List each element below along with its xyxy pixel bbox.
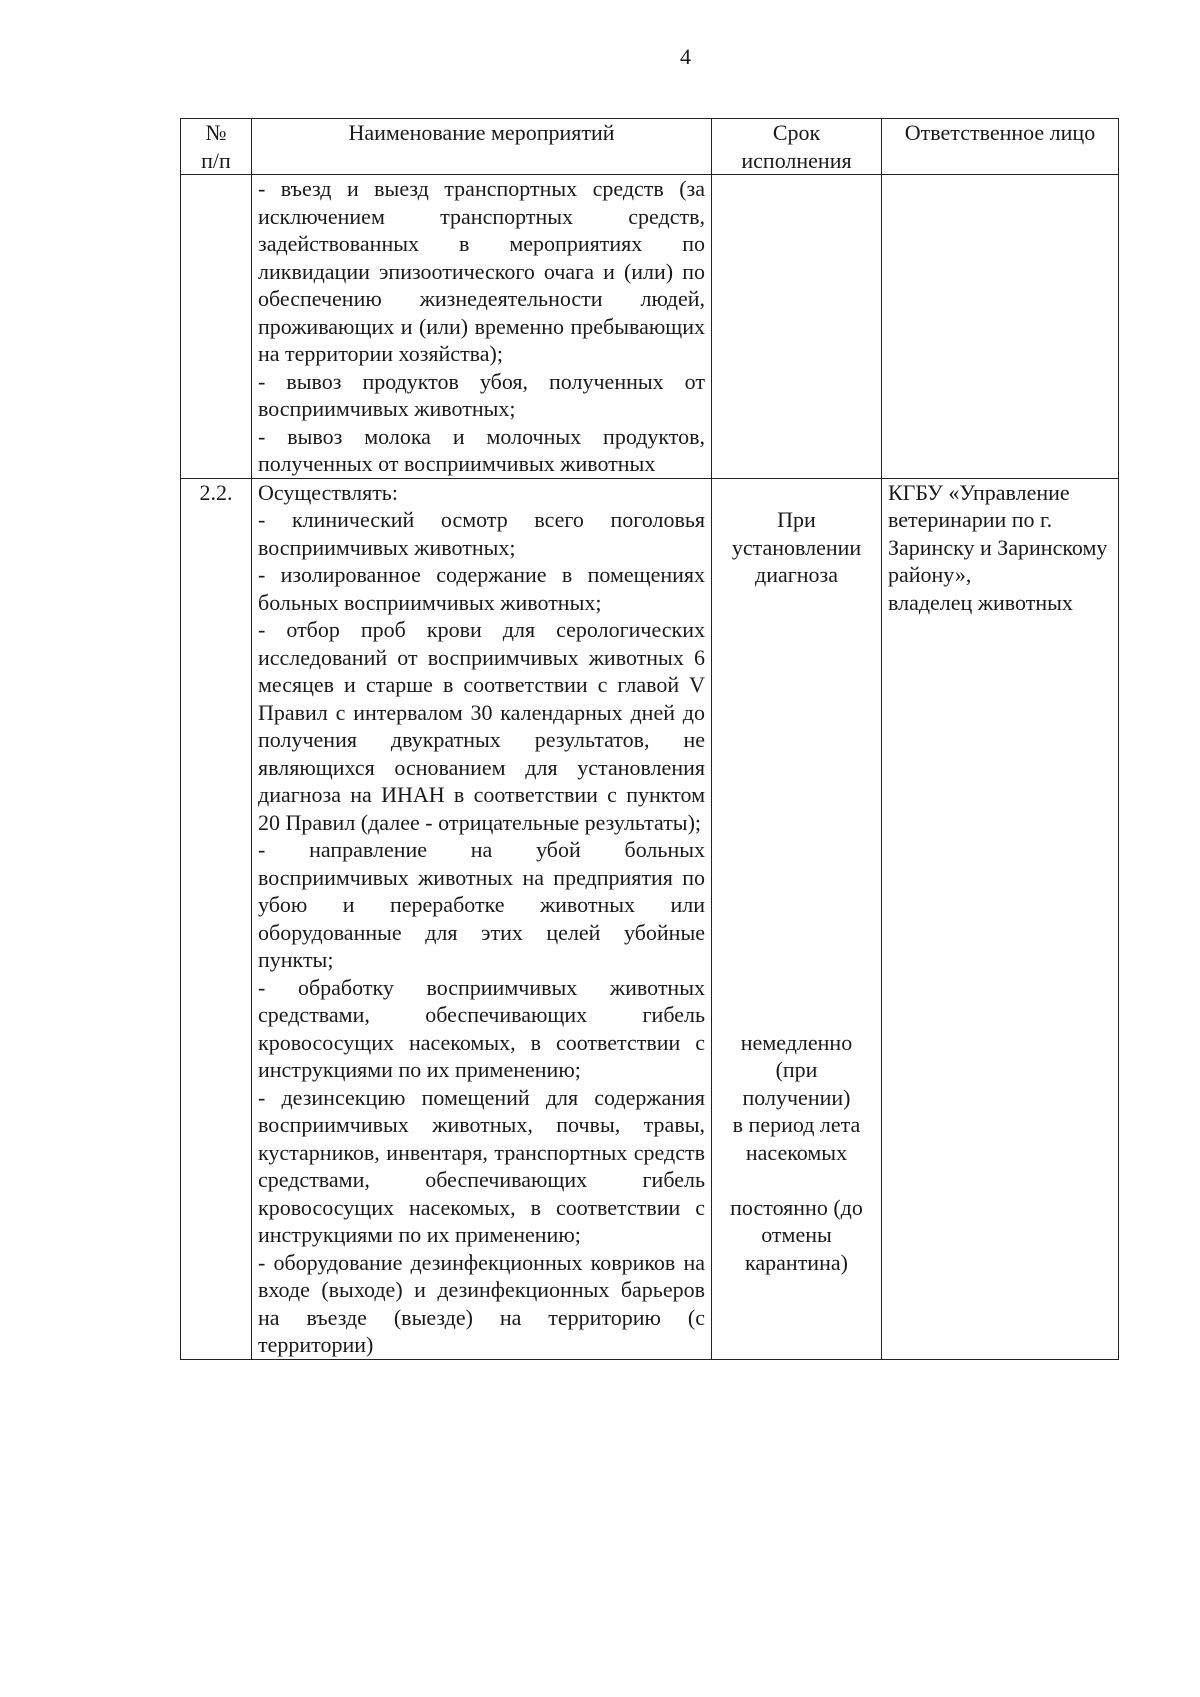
page-number: 4 [680, 44, 691, 69]
header-responsible: Ответственное лицо [882, 119, 1119, 175]
measure-item: - отбор проб крови для серологических исследований от восприимчивых животных 6 месяцев и старше в соответствии с главой V Правил с интервалом 30 календарных дней до получения двукратных результатов, не являющихся основанием для установления диагноза на ИНАН в соответствии с пунктом 20 Правил (далее - отрицательные результаты); [258, 617, 705, 835]
term-cell [712, 478, 882, 1359]
term-immediately: немедленно (при получении) в период лета насекомых [732, 1029, 861, 1165]
term-permanent: постоянно (до отмены карантина) [730, 1194, 863, 1275]
measure-item: - изолированное содержание в помещениях больных восприимчивых животных; [258, 562, 705, 615]
table-header-row [181, 119, 1119, 175]
measures-cell [252, 175, 712, 479]
header-term: Срок исполнения [712, 119, 882, 175]
measure-item: - обработку восприимчивых животных средствами, обеспечивающих гибель кровососущих насекомых, в соответствии с инструкциями по их применению; [258, 974, 705, 1082]
measures-table [180, 118, 1119, 1360]
row-number [181, 175, 252, 479]
measure-item: - вывоз молока и молочных продуктов, полученных от восприимчивых животных [258, 423, 705, 476]
measures-cell [252, 478, 712, 1359]
measure-item: - въезд и выезд транспортных средств (за исключением транспортных средств, задействованных в мероприятиях по ликвидации эпизоотического очага и (или) по обеспечению жизнедеятельности людей, проживающих и (или) временно пребывающих на территории хозяйства); [258, 176, 705, 366]
measure-item: - направление на убой больных восприимчивых животных на предприятия по убою и переработке животных или оборудованные для этих целей убойные пункты; [258, 837, 705, 972]
responsible-cell [882, 175, 1119, 479]
header-num: № п/п [181, 119, 252, 175]
measure-item: - вывоз продуктов убоя, полученных от восприимчивых животных; [258, 368, 705, 421]
table-row [181, 175, 1119, 479]
measure-item: - клинический осмотр всего поголовья восприимчивых животных; [258, 507, 705, 560]
measure-item: Осуществлять: [258, 479, 398, 505]
table-row [181, 478, 1119, 1359]
header-name: Наименование мероприятий [252, 119, 712, 175]
measure-item: - оборудование дезинфекционных ковриков на входе (выходе) и дезинфекционных барьеров на въезде (выезде) на территорию (с территории) [258, 1249, 705, 1357]
term-on-diagnosis: При установлении диагноза [731, 507, 862, 587]
responsible-cell: КГБУ «Управление ветеринарии по г. Заринску и Заринскому району», владелец животных [882, 478, 1119, 1359]
measure-item: - дезинсекцию помещений для содержания восприимчивых животных, почвы, травы, кустарников, инвентаря, транспортных средств средствами, обеспечивающих гибель кровососущих насекомых, в соответствии с инструкциями по их применению; [258, 1084, 705, 1247]
term-cell [712, 175, 882, 479]
row-number: 2.2. [181, 478, 252, 1359]
